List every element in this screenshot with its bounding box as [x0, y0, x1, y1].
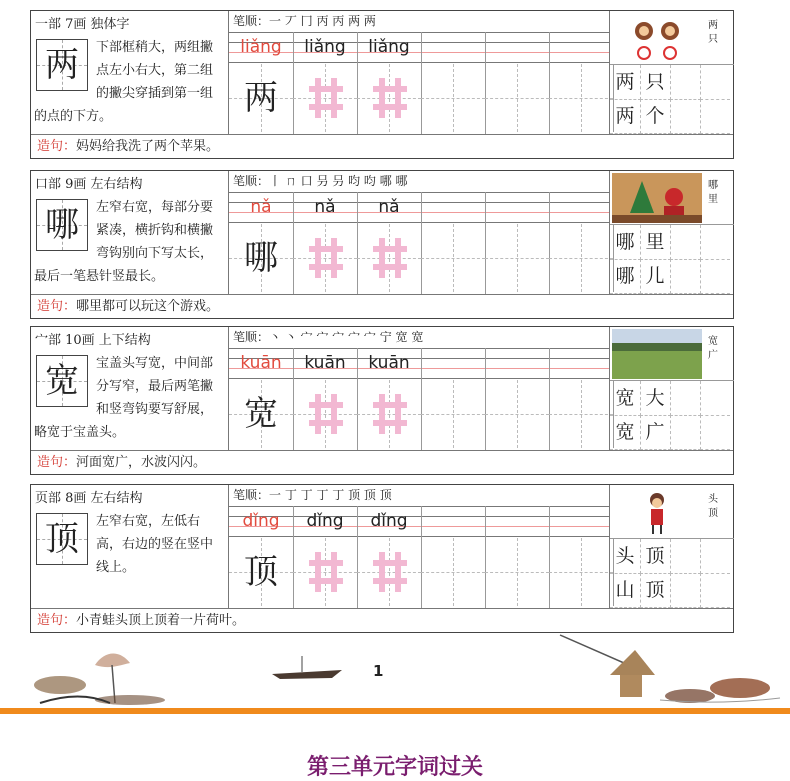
- grid-box[interactable]: [293, 64, 358, 132]
- writing-grid: [229, 380, 609, 448]
- word-char: 宽: [610, 381, 641, 416]
- grid-box[interactable]: [229, 538, 294, 606]
- word-char: 两: [610, 65, 641, 100]
- pinyin-cell: nǎ: [314, 197, 336, 217]
- word-grid: [610, 64, 734, 133]
- grid-box[interactable]: [357, 380, 422, 448]
- practice-panel: [229, 11, 609, 134]
- character-card: [30, 326, 734, 475]
- vocab-panel: [609, 327, 734, 450]
- pinyin-cell: kuān: [368, 353, 410, 373]
- grid-box[interactable]: [357, 64, 422, 132]
- character-card: [30, 484, 734, 633]
- stroke-order-label: 笔顺：: [233, 330, 270, 344]
- pink-trace-guide: [309, 394, 343, 434]
- stroke-order-label: 笔顺：: [233, 14, 270, 28]
- example-sentence: [31, 608, 733, 632]
- stroke-order: [233, 328, 423, 347]
- trace-character: 宽: [244, 394, 278, 434]
- word-char: 儿: [640, 259, 671, 294]
- grid-box[interactable]: [229, 380, 294, 448]
- pink-trace-guide: [373, 238, 407, 278]
- pinyin-cell: nǎ: [378, 197, 400, 217]
- word-grid: [610, 538, 734, 607]
- vocab-panel: [609, 485, 734, 608]
- pink-trace-guide: [373, 78, 407, 118]
- grid-box[interactable]: [421, 538, 486, 606]
- pinyin-cell: kuān: [304, 353, 346, 373]
- word-char: 个: [640, 99, 671, 134]
- grid-box[interactable]: [485, 64, 550, 132]
- page-number: 1: [373, 662, 384, 680]
- sentence-label: 造句：: [37, 455, 77, 470]
- sentence-text: 河面宽广，水波闪闪。: [76, 455, 207, 470]
- writing-tips-text: 下部框稍大，两组撇点左小右大，第二组的撇尖穿插到第一组的点的下方。: [34, 40, 214, 124]
- stroke-order: [233, 172, 408, 191]
- pinyin-cell: dǐng: [370, 511, 408, 531]
- main-character: 哪: [45, 205, 79, 245]
- radical-stroke-structure: 页部 8画 左右结构: [35, 491, 143, 506]
- radical-stroke-structure: 一部 7画 独体字: [35, 17, 130, 32]
- grid-box[interactable]: [421, 380, 486, 448]
- word-char: 只: [640, 65, 671, 100]
- stroke-order-sequence: 丶 丶 宀 宀 宀 宀 宀 宁 宽 宽: [269, 330, 424, 344]
- stroke-order-sequence: 一 丁 丁 丁 丁 顶 顶 顶: [269, 488, 392, 502]
- word-char: 哪: [610, 259, 641, 294]
- stroke-order-label: 笔顺：: [233, 174, 270, 188]
- radical-stroke-structure: 宀部 10画 上下结构: [35, 333, 151, 348]
- practice-panel: [229, 327, 609, 450]
- pink-trace-guide: [309, 78, 343, 118]
- stroke-order: [233, 12, 376, 31]
- writing-tips-text: 宝盖头写宽，中间部分写窄，最后两笔撇和竖弯钩要写舒展，略宽于宝盖头。: [34, 356, 214, 440]
- grid-box[interactable]: [549, 538, 614, 606]
- ink-lotus-decoration: [20, 645, 170, 711]
- grid-box[interactable]: [421, 64, 486, 132]
- vocab-panel: [609, 11, 734, 134]
- char-info-panel: [31, 11, 229, 134]
- practice-panel: [229, 171, 609, 294]
- writing-tips-text: 左窄右宽，左低右高，右边的竖在竖中线上。: [96, 514, 214, 575]
- word-char: 顶: [640, 539, 671, 574]
- sentence-label: 造句：: [37, 613, 77, 628]
- pink-trace-guide: [373, 394, 407, 434]
- trace-character: 两: [244, 78, 278, 118]
- writing-grid: [229, 64, 609, 132]
- grid-box[interactable]: [229, 64, 294, 132]
- char-info-panel: [31, 327, 229, 450]
- grid-box[interactable]: [293, 224, 358, 292]
- stroke-order: [233, 486, 392, 505]
- grid-box[interactable]: [549, 64, 614, 132]
- main-character: 顶: [45, 519, 79, 559]
- word-char: 大: [640, 381, 671, 416]
- radical-stroke-structure: 口部 9画 左右结构: [35, 177, 143, 192]
- writing-grid: [229, 538, 609, 606]
- example-sentence: [31, 294, 733, 318]
- grid-box[interactable]: [357, 538, 422, 606]
- stroke-order-sequence: 丨 ㄇ 口 叧 叧 呁 呁 哪 哪: [269, 174, 408, 188]
- char-info-panel: [31, 171, 229, 294]
- grid-box[interactable]: [549, 224, 614, 292]
- pinyin-cell: liǎng: [304, 37, 346, 57]
- illustration-caption: 两只: [708, 20, 718, 45]
- word-char: 顶: [640, 573, 671, 608]
- stroke-order-sequence: 一 丆 冂 丙 丙 两 两: [269, 14, 376, 28]
- pinyin-cell: dǐng: [242, 511, 280, 531]
- sentence-text: 妈妈给我洗了两个苹果。: [76, 139, 220, 154]
- character-card: [30, 10, 734, 159]
- pink-trace-guide: [309, 238, 343, 278]
- illustration: [612, 487, 702, 537]
- word-char: 里: [640, 225, 671, 260]
- sentence-text: 小青蛙头顶上顶着一片荷叶。: [76, 613, 246, 628]
- illustration-caption: 哪里: [708, 180, 718, 205]
- trace-character: 哪: [244, 238, 278, 278]
- writing-tips-text: 左窄右宽，每部分要紧凑，横折钩和横撇弯钩别向下写太长，最后一笔悬针竖最长。: [34, 200, 214, 284]
- footer-bar: [0, 708, 790, 714]
- grid-box[interactable]: [293, 538, 358, 606]
- vocab-panel: [609, 171, 734, 294]
- sentence-text: 哪里都可以玩这个游戏。: [76, 299, 220, 314]
- illustration-caption: 宽广: [708, 336, 718, 361]
- pink-trace-guide: [373, 552, 407, 592]
- example-sentence: [31, 450, 733, 474]
- sentence-label: 造句：: [37, 299, 77, 314]
- word-grid: [610, 224, 734, 293]
- grid-box[interactable]: [421, 224, 486, 292]
- pink-trace-guide: [309, 552, 343, 592]
- pinyin-cell: liǎng: [240, 37, 282, 57]
- character-card: [30, 170, 734, 319]
- grid-box[interactable]: [549, 380, 614, 448]
- grid-box[interactable]: [485, 224, 550, 292]
- main-character: 宽: [45, 361, 79, 401]
- grid-box[interactable]: [357, 224, 422, 292]
- example-sentence: [31, 134, 733, 158]
- pinyin-cell: dǐng: [306, 511, 344, 531]
- practice-panel: [229, 485, 609, 608]
- word-char: 宽: [610, 415, 641, 450]
- grid-box[interactable]: [293, 380, 358, 448]
- writing-grid: [229, 224, 609, 292]
- grid-box[interactable]: [229, 224, 294, 292]
- pinyin-cell: kuān: [240, 353, 282, 373]
- stroke-order-label: 笔顺：: [233, 488, 270, 502]
- pinyin-cell: nǎ: [250, 197, 272, 217]
- boat-decoration: [272, 652, 342, 686]
- word-char: 山: [610, 573, 641, 608]
- illustration-caption: 头顶: [708, 494, 718, 519]
- main-character: 两: [45, 45, 79, 85]
- trace-character: 顶: [244, 552, 278, 592]
- pinyin-cell: liǎng: [368, 37, 410, 57]
- word-char: 两: [610, 99, 641, 134]
- char-info-panel: [31, 485, 229, 608]
- grid-box[interactable]: [485, 380, 550, 448]
- ink-fisherman-decoration: [540, 630, 790, 714]
- grid-box[interactable]: [485, 538, 550, 606]
- word-char: 哪: [610, 225, 641, 260]
- bottom-title: 第三单元字词过关: [306, 755, 483, 780]
- illustration: [612, 173, 702, 223]
- word-char: 广: [640, 415, 671, 450]
- sentence-label: 造句：: [37, 139, 77, 154]
- illustration: [612, 13, 702, 63]
- word-char: 头: [610, 539, 641, 574]
- word-grid: [610, 380, 734, 449]
- illustration: [612, 329, 702, 379]
